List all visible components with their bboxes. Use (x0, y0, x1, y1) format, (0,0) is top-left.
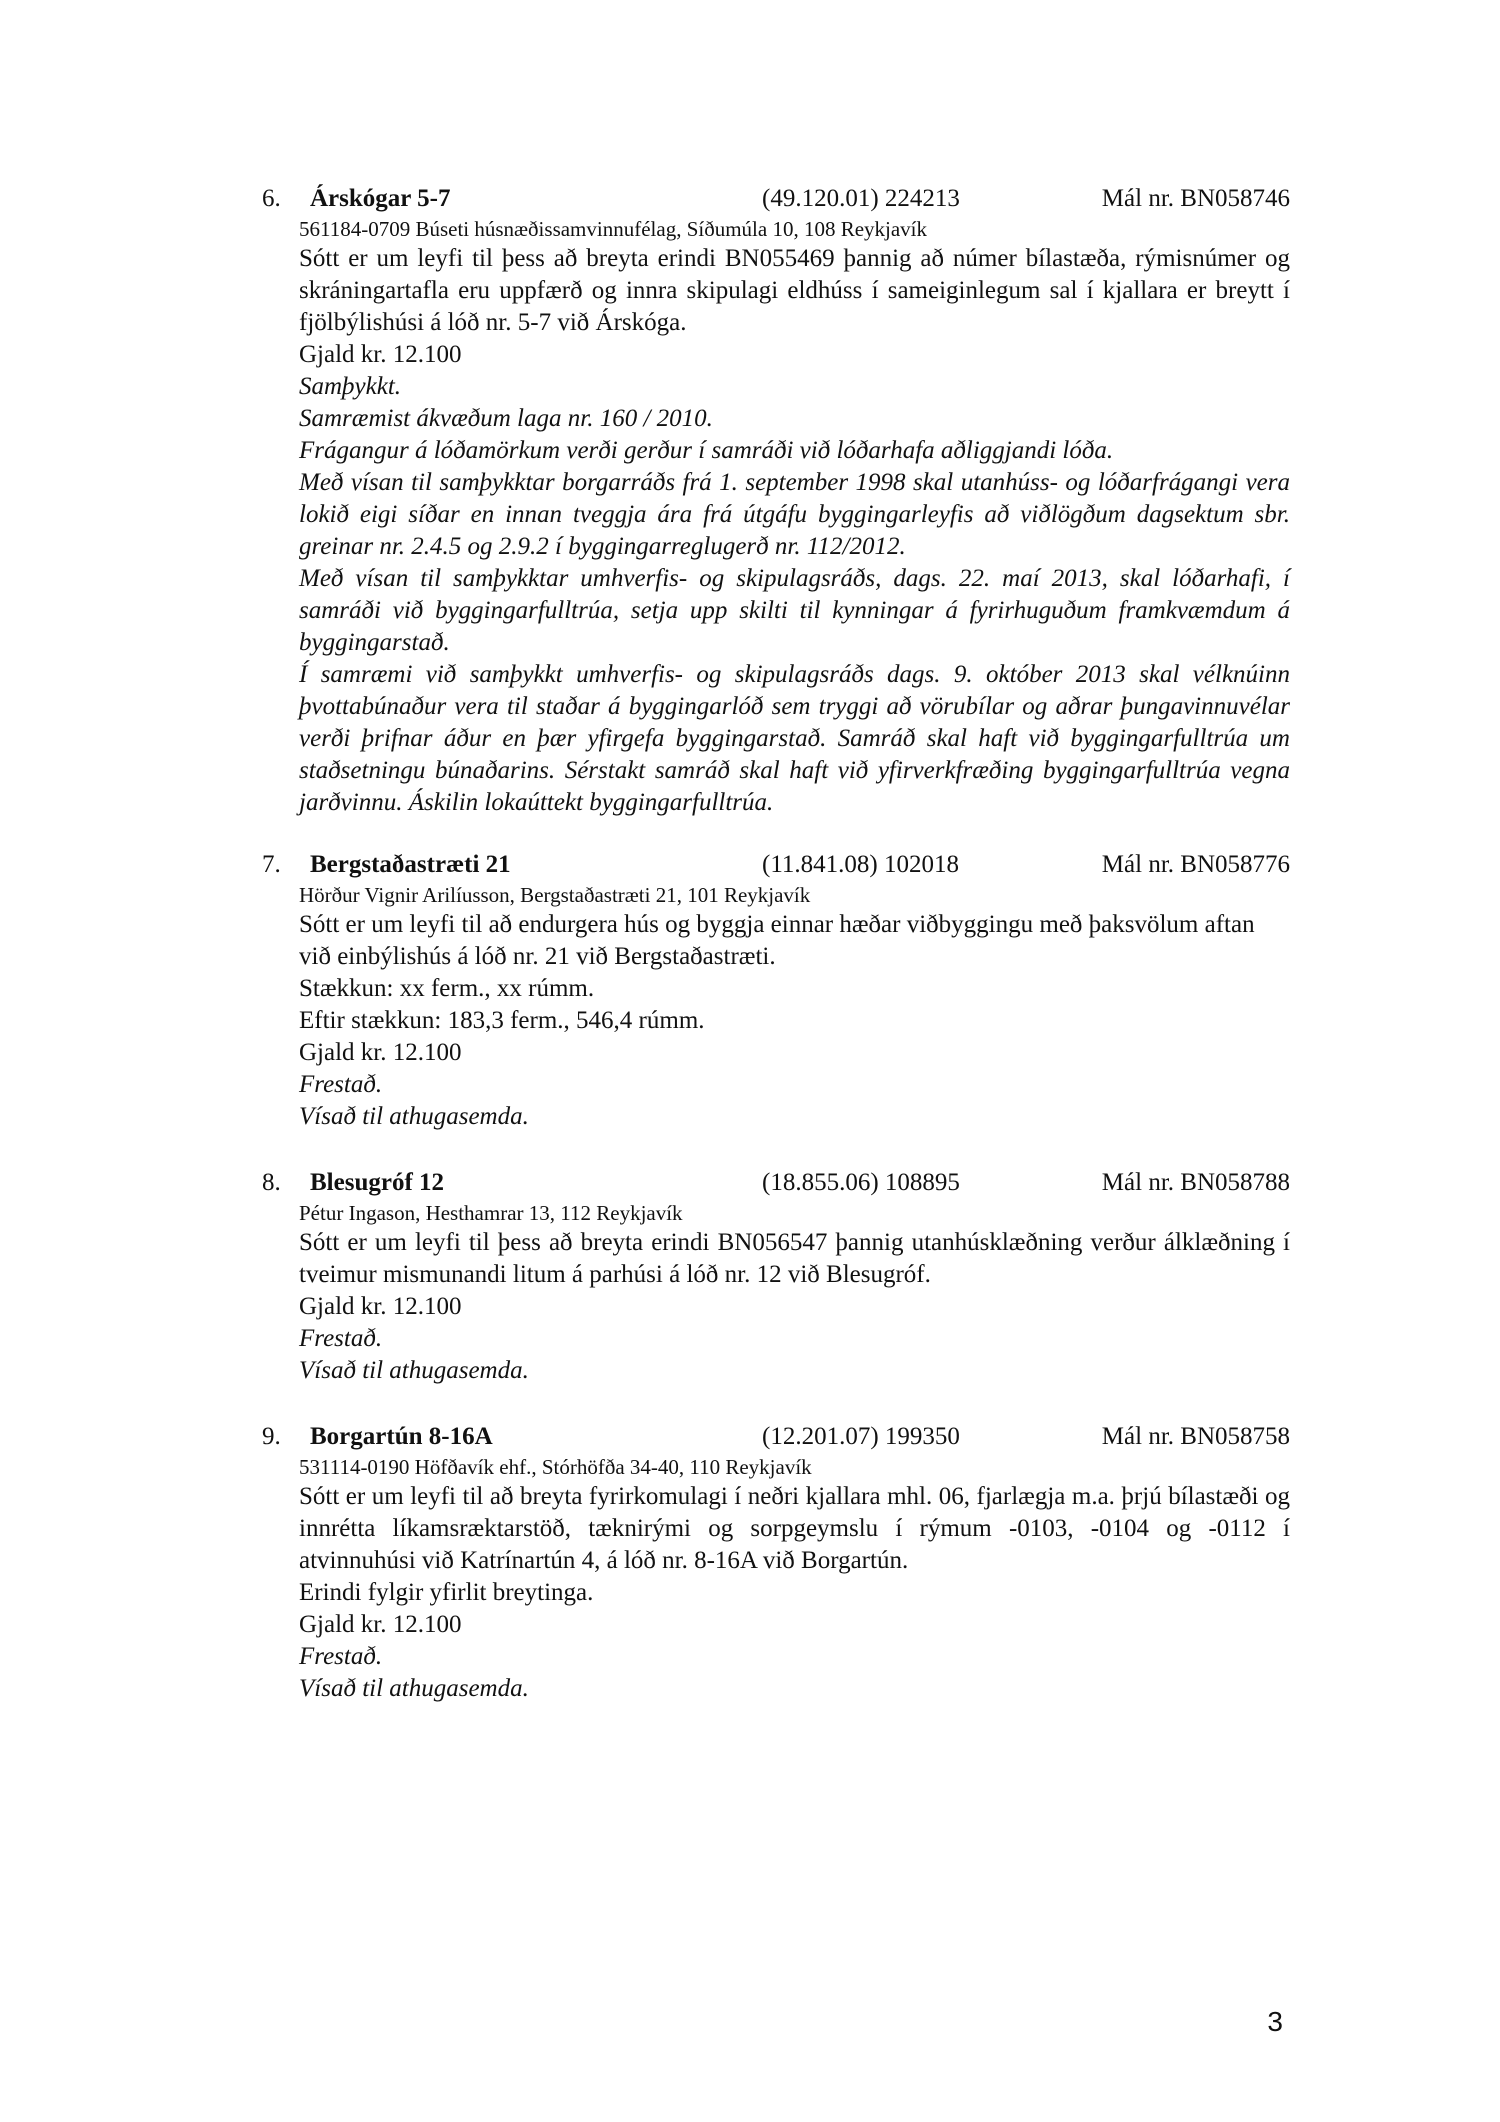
item-applicant: 561184-0709 Búseti húsnæðissamvinnufélag, Síðumúla 10, 108 Reykjavík (299, 217, 928, 241)
item-applicant: 531114-0190 Höfðavík ehf., Stórhöfða 34-40, 110 Reykjavík (299, 1455, 812, 1479)
item-title: Borgartún 8-16A (310, 1423, 493, 1450)
item-decision: Frestað. (299, 1325, 383, 1352)
item-fee: Gjald kr. 12.100 (299, 341, 462, 368)
item-case-number: Mál nr. BN058788 (1101, 1169, 1290, 1196)
item-description: Sótt er um leyfi til að endurgera hús og byggja einnar hæðar viðbyggingu með þaksvölum aftan við einbýlishús á lóð nr. 21 við Bergstaðastræti. (299, 911, 1255, 970)
item-description: Sótt er um leyfi til þess að breyta erindi BN056547 þannig utanhúsklæðning verður álklæðning í tveimur mismunandi litum á parhúsi á lóð nr. 12 við Blesugróf. (299, 1229, 1290, 1288)
item-note: Frágangur á lóðamörkum verði gerður í samráði við lóðarhafa aðliggjandi lóða. (299, 437, 1114, 464)
item-header (262, 182, 1290, 216)
item-note: Samræmist ákvæðum laga nr. 160 / 2010. (299, 405, 713, 432)
item-description: Sótt er um leyfi til þess að breyta erindi BN055469 þannig að númer bílastæða, rýmisnúmer og skráningartafla eru uppfærð og innra skipulagi eldhúss í sameiginlegum sal í kjallara er breytt í fjölbýlishúsi á lóð nr. 5-7 við Árskóga. (299, 245, 1290, 336)
item-header (262, 848, 1290, 882)
item-reference: (12.201.07) 199350 (762, 1423, 960, 1450)
item-description: Sótt er um leyfi til að breyta fyrirkomulagi í neðri kjallara mhl. 06, fjarlægja m.a. þrjú bílastæði og innrétta líkamsræktarstöð, tæknirými og sorpgeymslu í rýmum -0103, -0104 og -0112 í atvinnuhúsi við Katrínartún 4, á lóð nr. 8-16A við Borgartún. (299, 1483, 1290, 1574)
item-decision: Samþykkt. (299, 373, 402, 400)
item-extra-line: Eftir stækkun: 183,3 ferm., 546,4 rúmm. (299, 1007, 705, 1034)
item-reference: (49.120.01) 224213 (762, 185, 960, 212)
item-decision: Frestað. (299, 1643, 383, 1670)
item-applicant: Pétur Ingason, Hesthamrar 13, 112 Reykjavík (299, 1201, 683, 1225)
item-reference: (18.855.06) 108895 (762, 1169, 960, 1196)
item-fee: Gjald kr. 12.100 (299, 1293, 462, 1320)
item-number: 9. (262, 1423, 281, 1450)
item-body (299, 243, 1290, 819)
item-decision: Frestað. (299, 1071, 383, 1098)
item-reference: (11.841.08) 102018 (762, 851, 959, 878)
item-body (299, 1227, 1290, 1387)
item-fee: Gjald kr. 12.100 (299, 1611, 462, 1638)
item-referral: Vísað til athugasemda. (299, 1357, 529, 1384)
item-number: 8. (262, 1169, 281, 1196)
item-body (299, 909, 1290, 1133)
item-note: Með vísan til samþykktar borgarráðs frá 1. september 1998 skal utanhúss- og lóðarfrágangi vera lokið eigi síðar en innan tveggja ára frá útgáfu byggingarleyfis að viðlögðum dagsektum sbr. greinar nr. 2.4.5 og 2.9.2 í byggingarreglugerð nr. 112/2012. (299, 469, 1290, 560)
item-referral: Vísað til athugasemda. (299, 1675, 529, 1702)
item-extra-line: Erindi fylgir yfirlit breytinga. (299, 1579, 594, 1606)
item-number: 7. (262, 851, 281, 878)
item-title: Árskógar 5-7 (310, 185, 451, 212)
item-case-number: Mál nr. BN058746 (1101, 185, 1290, 212)
item-note: Í samræmi við samþykkt umhverfis- og skipulagsráðs dags. 9. október 2013 skal vélknúinn þvottabúnaður vera til staðar á byggingarlóð sem tryggi að vörubílar og aðrar þungavinnuvélar verði þrifnar áður en þær yfirgefa byggingarstað. Samráð skal haft við byggingarfulltrúa um staðsetningu búnaðarins. Sérstakt samráð skal haft við yfirverkfræðing byggingarfulltrúa vegna jarðvinnu. Áskilin lokaúttekt byggingarfulltrúa. (299, 661, 1290, 816)
item-body (299, 1481, 1290, 1705)
item-case-number: Mál nr. BN058776 (1101, 851, 1290, 878)
agenda-item-6 (262, 182, 1290, 819)
item-case-number: Mál nr. BN058758 (1101, 1423, 1290, 1450)
agenda-item-7 (262, 848, 1290, 1133)
item-number: 6. (262, 185, 281, 212)
item-fee: Gjald kr. 12.100 (299, 1039, 462, 1066)
item-header (262, 1166, 1290, 1200)
item-applicant: Hörður Vignir Arilíusson, Bergstaðastræti 21, 101 Reykjavík (299, 883, 811, 907)
item-title: Blesugróf 12 (310, 1169, 445, 1196)
item-extra-line: Stækkun: xx ferm., xx rúmm. (299, 975, 595, 1002)
agenda-item-9 (262, 1420, 1290, 1705)
item-note: Með vísan til samþykktar umhverfis- og skipulagsráðs, dags. 22. maí 2013, skal lóðarhafi, í samráði við byggingarfulltrúa, setja upp skilti til kynningar á fyrirhuguðum framkvæmdum á byggingarstað. (299, 565, 1290, 656)
agenda-item-8 (262, 1166, 1290, 1387)
item-title: Bergstaðastræti 21 (310, 851, 511, 878)
item-header (262, 1420, 1290, 1454)
item-referral: Vísað til athugasemda. (299, 1103, 529, 1130)
page-number: 3 (1267, 2006, 1283, 2037)
